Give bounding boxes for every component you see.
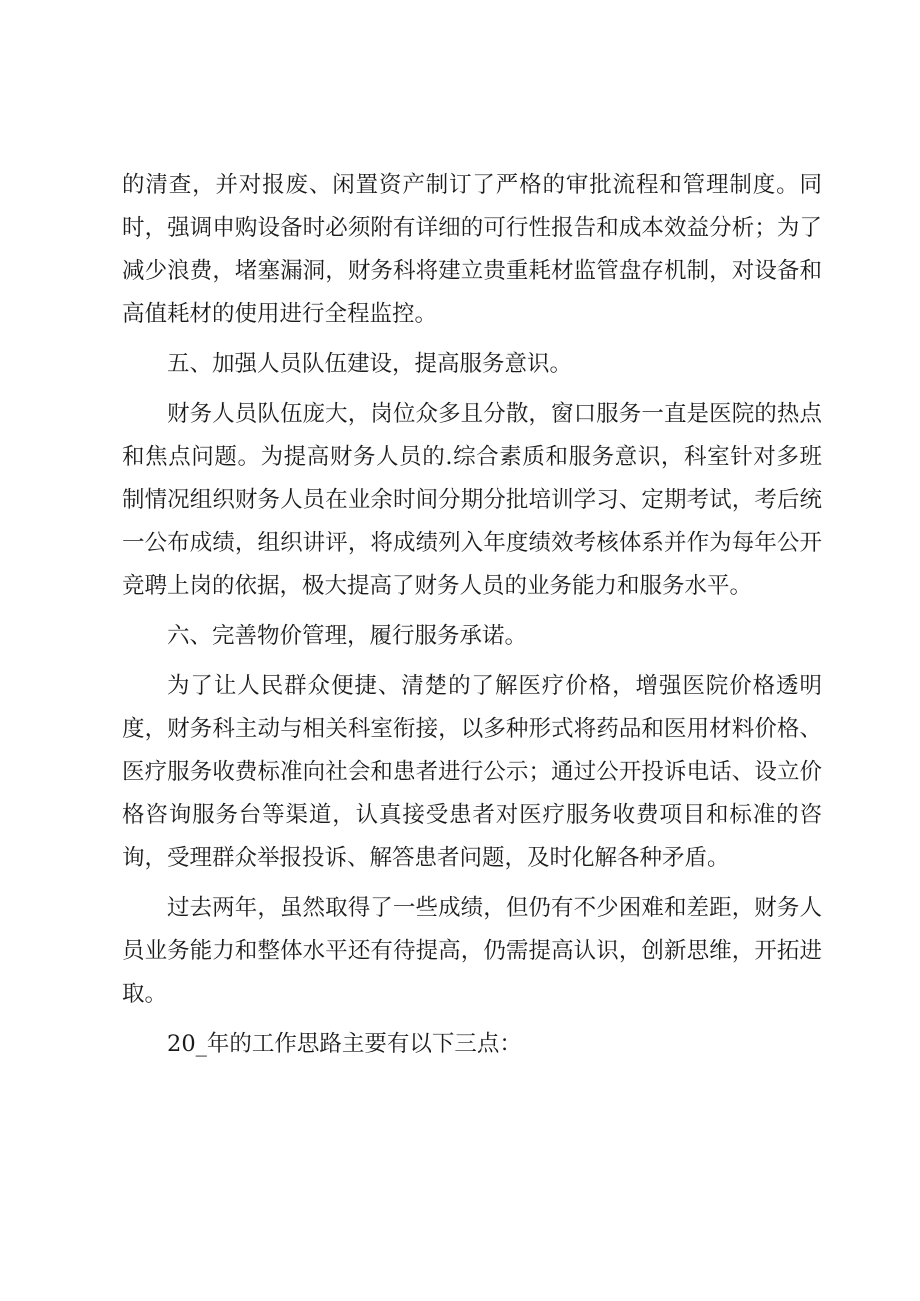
paragraph-staff-training: 财务人员队伍庞大，岗位众多且分散，窗口服务一直是医院的热点和焦点问题。为提高财务人员的.综合素质和服务意识，科室针对多班制情况组织财务人员在业余时间分期分批培训学习、定期考试，考后统一公布成绩，组织讲评，将成绩列入年度绩效考核体系并作为每年公开竞聘上岗的依据，极大提高了财务人员的业务能力和服务水平。 bbox=[122, 401, 822, 599]
paragraph-asset-control: 的清查，并对报废、闲置资产制订了严格的审批流程和管理制度。同时，强调申购设备时必须附有详细的可行性报告和成本效益分析；为了减少浪费，堵塞漏洞，财务科将建立贵重耗材监管盘存机制，对设备和高值耗材的使用进行全程监控。 bbox=[122, 172, 822, 327]
section-heading-six: 六、完善物价管理，履行服务承诺。 bbox=[167, 623, 528, 649]
document-body bbox=[122, 164, 822, 1073]
paragraph-summary: 过去两年，虽然取得了一些成绩，但仍有不少困难和差距，财务人员业务能力和整体水平还有待提高，仍需提高认识，创新思维，开拓进取。 bbox=[122, 895, 822, 1007]
paragraph-work-plan-intro: 20_年的工作思路主要有以下三点： bbox=[167, 1031, 522, 1057]
section-heading-five: 五、加强人员队伍建设，提高服务意识。 bbox=[167, 351, 573, 377]
paragraph-price-management: 为了让人民群众便捷、清楚的了解医疗价格，增强医院价格透明度，财务科主动与相关科室衔接，以多种形式将药品和医用材料价格、医疗服务收费标准向社会和患者进行公示；通过公开投诉电话、设立价格咨询服务台等渠道，认真接受患者对医疗服务收费项目和标准的咨询，受理群众举报投诉、解答患者问题，及时化解各种矛盾。 bbox=[122, 673, 822, 871]
